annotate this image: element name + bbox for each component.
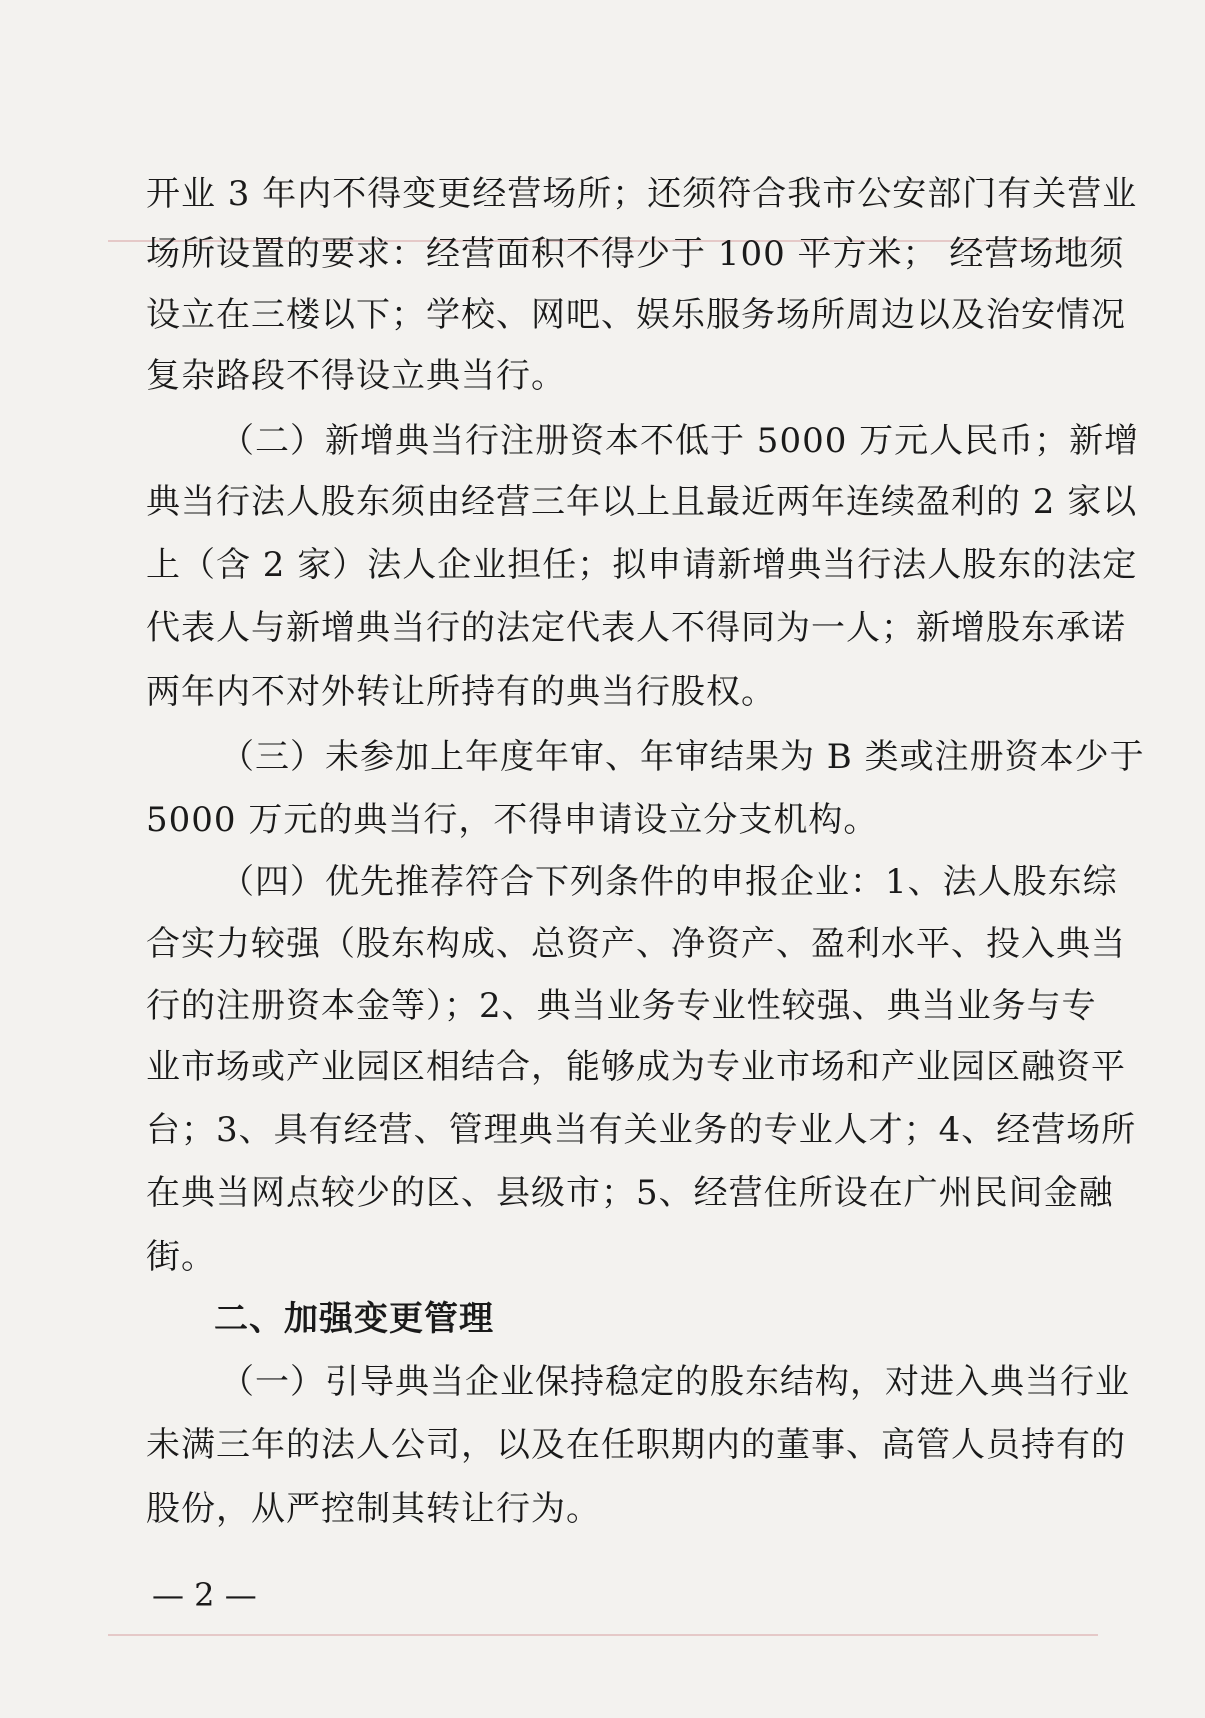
page-number: — 2 —	[152, 1576, 257, 1614]
body-line: 未满三年的法人公司，以及在任职期内的董事、高管人员持有的	[146, 1425, 1126, 1465]
body-line: 复杂路段不得设立典当行。	[146, 356, 566, 396]
body-line: 场所设置的要求：经营面积不得少于 100 平方米； 经营场地须	[146, 234, 1125, 274]
body-line: （三）未参加上年度年审、年审结果为 B 类或注册资本少于	[220, 737, 1145, 777]
body-line: 两年内不对外转让所持有的典当行股权。	[146, 672, 776, 712]
body-line: 股份，从严控制其转让行为。	[146, 1489, 601, 1529]
footer-rule	[108, 1634, 1098, 1636]
body-line: 业市场或产业园区相结合，能够成为专业市场和产业园区融资平	[146, 1047, 1126, 1087]
body-line: 设立在三楼以下；学校、网吧、娱乐服务场所周边以及治安情况	[146, 295, 1126, 335]
body-line: 上（含 2 家）法人企业担任；拟申请新增典当行法人股东的法定	[146, 545, 1138, 585]
body-line: （一）引导典当企业保持稳定的股东结构，对进入典当行业	[220, 1362, 1130, 1402]
body-line: （二）新增典当行注册资本不低于 5000 万元人民币；新增	[220, 421, 1140, 461]
body-line: 在典当网点较少的区、县级市；5、经营住所设在广州民间金融	[146, 1173, 1114, 1213]
body-line: 开业 3 年内不得变更经营场所；还须符合我市公安部门有关营业	[146, 174, 1138, 214]
body-line: 街。	[146, 1237, 216, 1277]
body-line: 行的注册资本金等）；2、典当业务专业性较强、典当业务与专	[146, 986, 1097, 1026]
body-line: 台；3、具有经营、管理典当有关业务的专业人才；4、经营场所	[146, 1110, 1137, 1150]
body-line: 典当行法人股东须由经营三年以上且最近两年连续盈利的 2 家以	[146, 482, 1138, 522]
body-line: 合实力较强（股东构成、总资产、净资产、盈利水平、投入典当	[146, 924, 1126, 964]
body-line: 5000 万元的典当行，不得申请设立分支机构。	[146, 800, 879, 840]
body-line: 代表人与新增典当行的法定代表人不得同为一人；新增股东承诺	[146, 608, 1126, 648]
section-heading: 二、加强变更管理	[214, 1299, 494, 1339]
body-line: （四）优先推荐符合下列条件的申报企业：1、法人股东综	[220, 862, 1118, 902]
